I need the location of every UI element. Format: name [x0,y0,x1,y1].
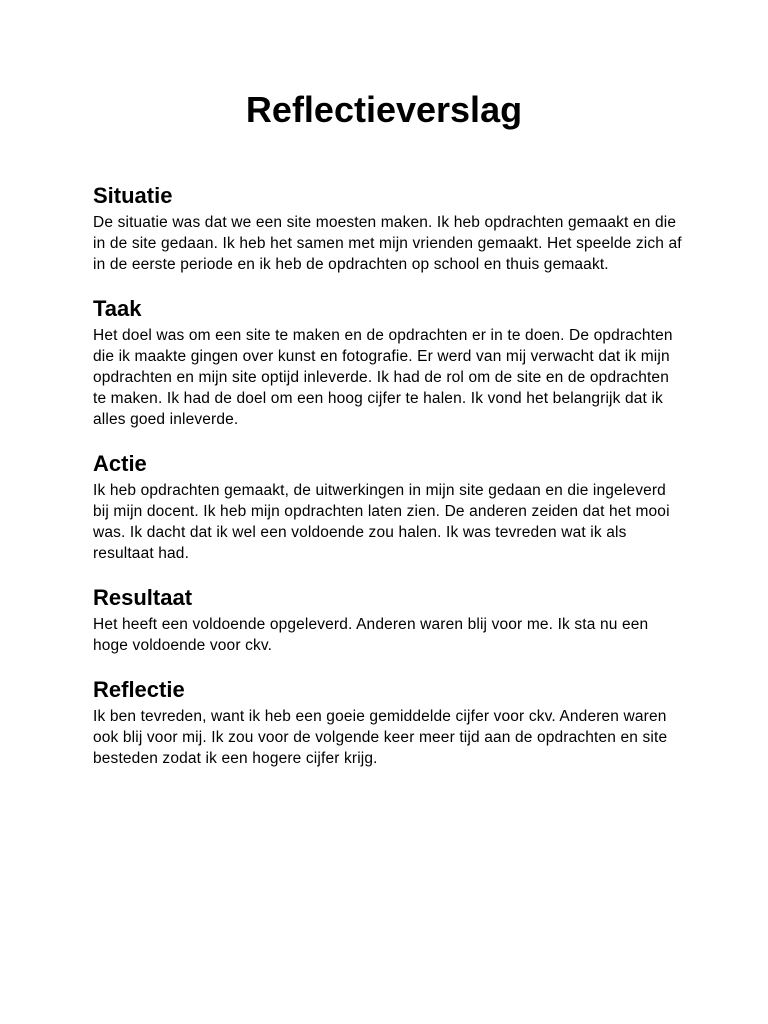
section-body: Het doel was om een site te maken en de opdrachten er in te doen. De opdrachten die ik maakte gingen over kunst en fotografie. Er werd van mij verwacht dat ik mijn opdrachten en mijn site optijd inleverde. Ik had de rol om de site en de opdrachten te maken. Ik had de doel om een hoog cijfer te halen. Ik vond het belangrijk dat ik alles goed inleverde. [93,327,673,428]
section-heading: Situatie [93,183,173,208]
section-body: De situatie was dat we een site moesten maken. Ik heb opdrachten gemaakt en die in de site gedaan. Ik heb het samen met mijn vrienden gemaakt. Het speelde zich af in de eerste periode en ik heb de opdrachten op school en thuis gemaakt. [93,214,682,273]
section-heading: Resultaat [93,585,193,610]
section-situatie [93,182,683,275]
section-heading: Reflectie [93,677,185,702]
section-heading: Taak [93,296,142,321]
document-title: Reflectieverslag [245,89,523,130]
section-taak [93,295,683,430]
section-reflectie [93,676,683,769]
section-body: Ik ben tevreden, want ik heb een goeie gemiddelde cijfer voor ckv. Anderen waren ook blij voor mij. Ik zou voor de volgende keer meer tijd aan de opdrachten en site besteden zodat ik een hogere cijfer krijg. [93,708,668,767]
section-resultaat [93,584,683,656]
document-content [93,182,683,769]
section-heading: Actie [93,451,147,476]
section-body: Het heeft een voldoende opgeleverd. Anderen waren blij voor me. Ik sta nu een hoge voldoende voor ckv. [93,616,649,654]
section-body: Ik heb opdrachten gemaakt, de uitwerkingen in mijn site gedaan en die ingeleverd bij mijn docent. Ik heb mijn opdrachten laten zien. De anderen zeiden dat het mooi was. Ik dacht dat ik wel een voldoende zou halen. Ik was tevreden wat ik als resultaat had. [93,482,670,562]
section-actie [93,450,683,564]
